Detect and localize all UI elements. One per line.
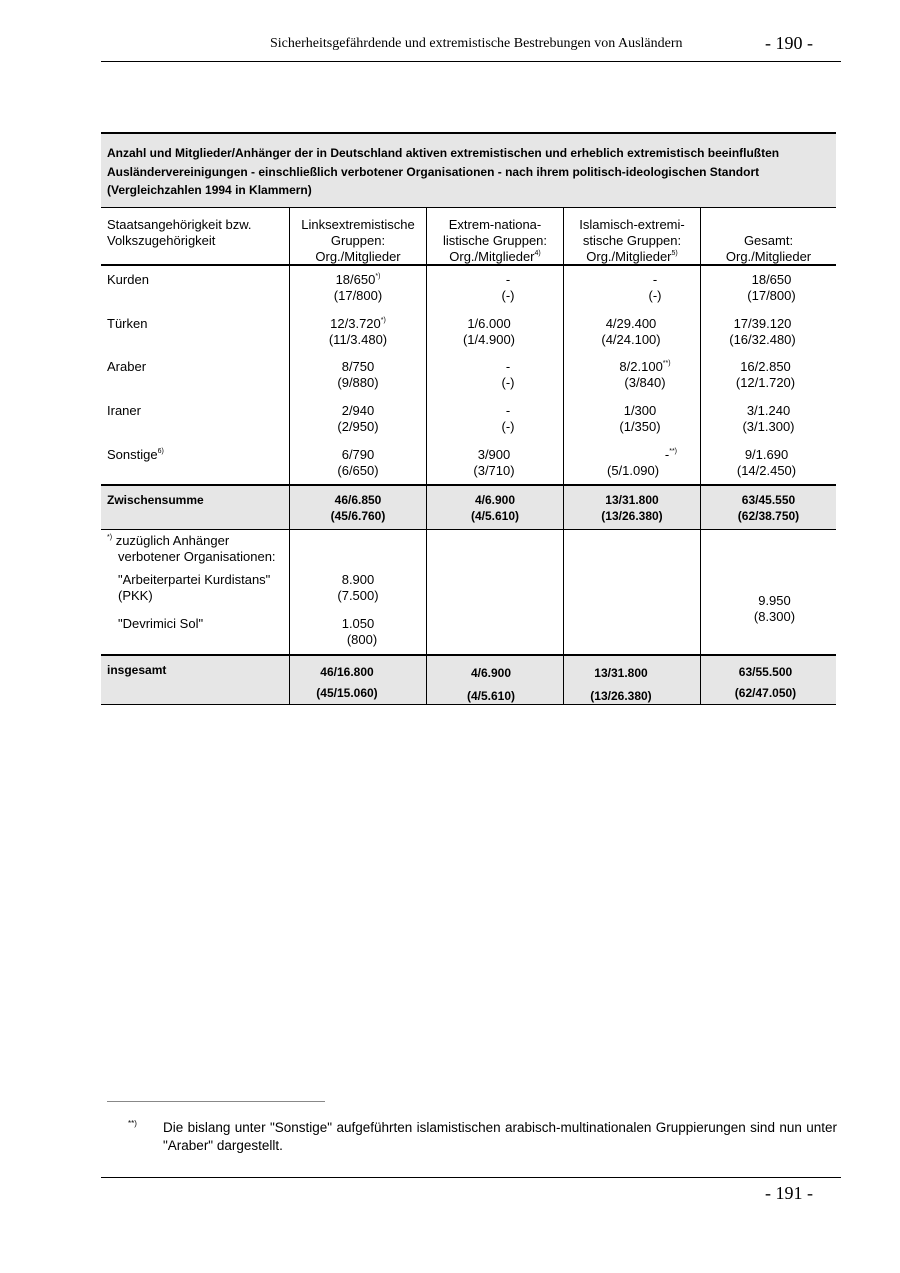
cell: 13/31.800 (13/26.380): [590, 666, 652, 703]
cell: 46/6.850 (45/6.760): [330, 493, 386, 523]
subtotal-label: Zwischensumme: [107, 493, 204, 507]
devrimici-label: "Devrimici Sol": [118, 616, 204, 631]
cell: 1/300 (1/350): [619, 403, 661, 434]
pkk-label: "Arbeiterpartei Kurdistans" (PKK): [118, 572, 271, 603]
devrimici-value: 1.050 (800): [341, 616, 378, 647]
cell: 8/750 (9/880): [337, 359, 379, 390]
cell: 16/2.850 (12/1.720): [735, 359, 796, 390]
cell: 4/29.400 (4/24.100): [601, 316, 661, 347]
cell: -**) (5/1.090): [607, 447, 677, 478]
cell: 12/3.720*) (11/3.480): [328, 316, 388, 347]
cell: 63/55.500 (62/47.050): [734, 665, 797, 700]
total-label: insgesamt: [107, 663, 167, 677]
pkk-value: 8.900 (7.500): [337, 572, 379, 603]
cell: 17/39.120 (16/32.480): [729, 316, 796, 347]
header-rule: [101, 61, 841, 62]
row-label-kurden: Kurden: [107, 272, 149, 287]
cell: 8/2.100**) (3/840): [619, 359, 671, 390]
cell: 18/650*) (17/800): [333, 272, 383, 303]
table-top-rule: [101, 132, 836, 134]
cell: 46/16.800 (45/15.060): [316, 665, 378, 700]
cell: 9/1.690 (14/2.450): [736, 447, 797, 478]
col-header-left: Linksextremistische Gruppen: Org./Mitglieder: [301, 217, 415, 264]
cell: - (-): [648, 272, 662, 303]
subtotal-bottom-rule: [101, 529, 836, 530]
cell: 63/45.550 (62/38.750): [737, 493, 800, 523]
col-header-nationality: Staatsangehörigkeit bzw. Volkszugehörigkeit: [107, 217, 252, 248]
footnote-text: Die bislang unter "Sonstige" aufgeführten islamistischen arabisch-multinationalen Gruppierungen sind nun unter "Araber" dargestellt.: [163, 1120, 837, 1153]
banned-intro: *) zuzüglich Anhänger verbotener Organisationen:: [107, 533, 276, 564]
total-top-rule: [101, 654, 836, 656]
col-header-nationalist: Extrem-nationa- listische Gruppen: Org./Mitglieder$^{4)}$: [442, 217, 548, 264]
page-number-top: - 190 -: [765, 33, 813, 53]
col-header-islamist: Islamisch-extremi- stische Gruppen: Org./Mitglieder$^{5)}$: [579, 217, 685, 264]
cell: 3/1.240 (3/1.300): [742, 403, 795, 434]
cell: 2/940 (2/950): [337, 403, 379, 434]
row-label-sonstige: Sonstige$^{6)}$: [107, 447, 164, 462]
col-header-total: Gesamt: Org./Mitglieder: [725, 233, 812, 264]
banned-total-value: 9.950 (8.300): [753, 593, 796, 624]
caption-bottom-rule: [101, 207, 836, 208]
cell: 6/790 (6/650): [337, 447, 379, 478]
row-label-tuerken: Türken: [107, 316, 148, 331]
table-caption: Anzahl und Mitglieder/Anhänger der in Deutschland aktiven extremistischen und erheblich extremistisch beeinflußten Ausländervereinigungen - einschließlich verbotener Organisationen - nach ihrem politisch-ideologischen Standort (Vergleichzahlen 1994 in Klammern): [107, 146, 780, 197]
cell: 4/6.900 (4/5.610): [466, 666, 516, 703]
cell: - (-): [501, 359, 515, 390]
cell: 3/900 (3/710): [473, 447, 515, 478]
cell: 18/650 (17/800): [747, 272, 796, 303]
footer-rule: [101, 1177, 841, 1178]
cell: 13/31.800 (13/26.380): [601, 493, 663, 523]
page-number-bottom: - 191 -: [765, 1183, 813, 1203]
running-header-title: Sicherheitsgefährdende und extremistische Bestrebungen von Ausländern: [270, 36, 683, 51]
subtotal-top-rule: [101, 484, 836, 486]
cell: - (-): [501, 403, 515, 434]
cell: 1/6.000 (1/4.900): [462, 316, 516, 347]
row-label-araber: Araber: [107, 359, 147, 374]
footnote-mark: **): [128, 1119, 137, 1128]
footnote-separator: [107, 1101, 325, 1102]
row-label-iraner: Iraner: [107, 403, 141, 418]
cell: 4/6.900 (4/5.610): [470, 493, 520, 523]
cell: - (-): [501, 272, 515, 303]
